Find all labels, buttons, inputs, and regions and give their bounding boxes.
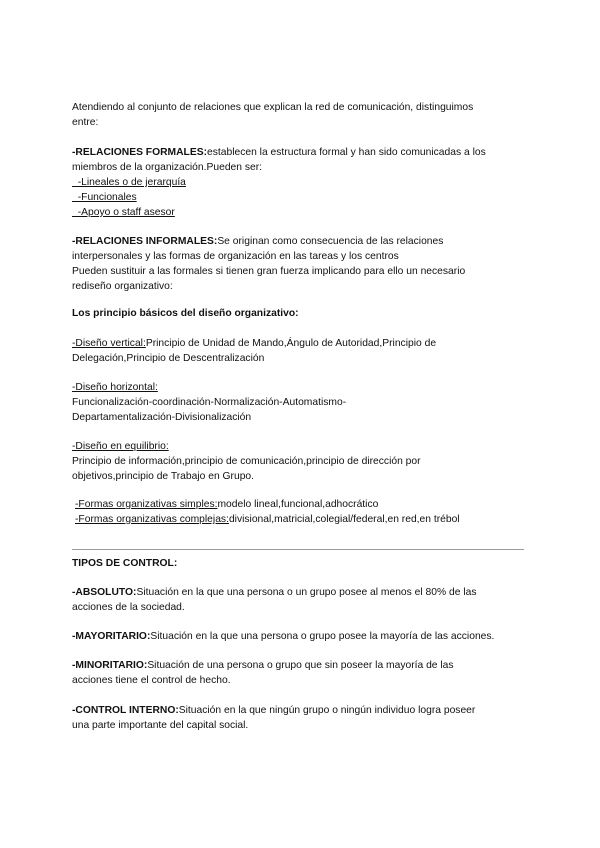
formales-text: establecen la estructura formal y han sido comunicadas a los	[207, 147, 486, 158]
absoluto-text: Situación en la que una persona o un grupo posee al menos el 80% de las	[136, 587, 477, 598]
diseno-horizontal-text: Funcionalización-coordinación-Normalización-Automatismo-	[72, 397, 347, 408]
control-heading-text: TIPOS DE CONTROL:	[72, 558, 178, 569]
minoritario-text: acciones tiene el control de hecho.	[72, 675, 231, 686]
mayoritario-label: -MAYORITARIO:	[72, 631, 151, 642]
diseno-equilibrio-text: Principio de información,principio de comunicación,principio de dirección por	[72, 456, 421, 467]
informales-paragraph	[72, 234, 532, 294]
formas-simples-label: -Formas organizativas simples:	[75, 499, 218, 510]
interno-text: Situación en la que ningún grupo o ningún individuo logra poseer	[178, 705, 476, 716]
intro-line: Atendiendo al conjunto de relaciones que explican la red de comunicación, distinguimos	[72, 102, 474, 113]
informales-text: Se originan como consecuencia de las relaciones	[217, 236, 444, 247]
diseno-horizontal-text: Departamentalización-Divisionalización	[72, 412, 252, 423]
formas-complejas-text: divisional,matricial,colegial/federal,en red,en trébol	[228, 514, 460, 525]
control-interno	[72, 703, 532, 733]
minoritario-text: Situación de una persona o grupo que sin poseer la mayoría de las	[147, 660, 454, 671]
control-heading	[72, 556, 532, 571]
absoluto-label: -ABSOLUTO:	[72, 587, 137, 598]
diseno-vertical-text: Principio de Unidad de Mando,Ángulo de Autoridad,Principio de	[145, 338, 437, 349]
formales-paragraph	[72, 145, 532, 220]
principios-heading-text: Los principio básicos del diseño organizativo:	[72, 308, 299, 319]
diseno-equilibrio-text: objetivos,principio de Trabajo en Grupo.	[72, 471, 255, 482]
formales-label: -RELACIONES FORMALES:	[72, 147, 208, 158]
minoritario-label: -MINORITARIO:	[72, 660, 148, 671]
intro-line: entre:	[72, 117, 99, 128]
principios-heading	[72, 306, 532, 321]
informales-text: rediseño organizativo:	[72, 281, 173, 292]
informales-label: -RELACIONES INFORMALES:	[72, 236, 218, 247]
absoluto-text: acciones de la sociedad.	[72, 602, 185, 613]
control-minoritario	[72, 658, 532, 688]
diseno-equilibrio-label: -Diseño en equilibrio:	[72, 441, 169, 452]
diseno-horizontal	[72, 380, 532, 425]
interno-label: -CONTROL INTERNO:	[72, 705, 179, 716]
intro-paragraph	[72, 100, 532, 130]
formas-complejas-label: -Formas organizativas complejas:	[75, 514, 229, 525]
formales-text: miembros de la organización.Pueden ser:	[72, 162, 263, 173]
diseno-vertical-label: -Diseño vertical:	[72, 338, 146, 349]
diseno-equilibrio	[72, 439, 532, 484]
formales-item: -Apoyo o staff asesor	[72, 207, 175, 218]
control-mayoritario	[72, 629, 532, 644]
formas-simples-text: modelo lineal,funcional,adhocrático	[217, 499, 379, 510]
mayoritario-text: Situación en la que una persona o grupo posee la mayoría de las acciones.	[150, 631, 495, 642]
diseno-vertical	[72, 336, 532, 366]
formales-item: -Funcionales	[72, 192, 137, 203]
section-divider	[72, 549, 524, 550]
diseno-vertical-text: Delegación,Principio de Descentralización	[72, 353, 265, 364]
informales-text: Pueden sustituir a las formales si tienen gran fuerza implicando para ello un necesario	[72, 266, 466, 277]
interno-text: una parte importante del capital social.	[72, 720, 249, 731]
formales-item: -Lineales o de jerarquía	[72, 177, 186, 188]
control-absoluto	[72, 585, 532, 615]
formas-organizativas	[75, 497, 535, 527]
diseno-horizontal-label: -Diseño horizontal:	[72, 382, 158, 393]
informales-text: interpersonales y las formas de organización en las tareas y los centros	[72, 251, 399, 262]
